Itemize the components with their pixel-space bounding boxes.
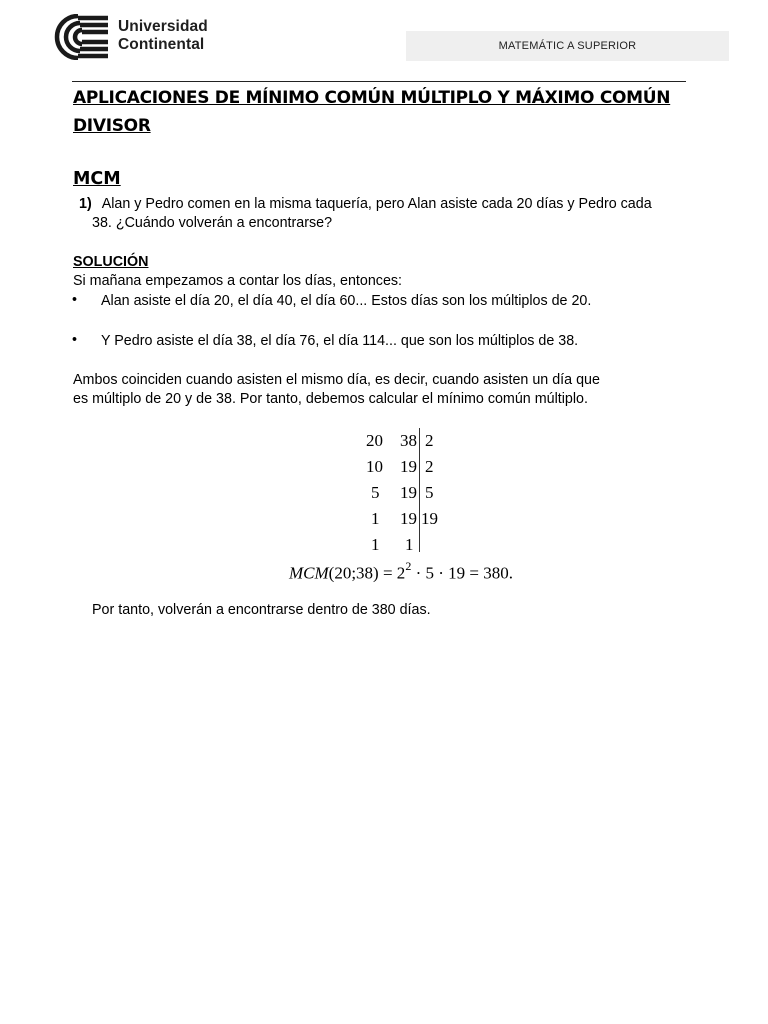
explanation-line-1: Ambos coinciden cuando asisten el mismo día, es decir, cuando asisten un día que bbox=[73, 372, 600, 388]
bullet-marker: • bbox=[72, 292, 78, 308]
division-line bbox=[419, 428, 420, 552]
table-cell: 1 bbox=[371, 509, 380, 528]
table-cell: 19 bbox=[421, 509, 438, 528]
solution-intro: Si mañana empezamos a contar los días, entonces: bbox=[73, 273, 403, 289]
table-cell: 20 bbox=[366, 431, 383, 450]
course-label: MATEMÁTIC A SUPERIOR bbox=[406, 31, 729, 61]
university-name: Universidad Continental bbox=[118, 18, 208, 53]
table-cell: 19 bbox=[400, 509, 417, 528]
table-cell: 5 bbox=[371, 483, 380, 502]
problem-number: 1) bbox=[79, 196, 92, 212]
solution-heading: SOLUCIÓN bbox=[73, 254, 149, 270]
table-cell: 2 bbox=[425, 457, 434, 476]
table-cell: 5 bbox=[425, 483, 434, 502]
problem-statement: 1) Alan y Pedro comen en la misma taquería, pero Alan asiste cada 20 días y Pedro cada bbox=[79, 196, 652, 212]
university-logo-icon bbox=[48, 14, 110, 60]
table-cell: 1 bbox=[405, 535, 414, 554]
header-divider bbox=[72, 81, 686, 82]
table-cell: 1 bbox=[371, 535, 380, 554]
bullet-marker: • bbox=[72, 332, 78, 348]
table-cell: 19 bbox=[400, 457, 417, 476]
table-cell: 10 bbox=[366, 457, 383, 476]
section-heading: MCM bbox=[73, 169, 121, 189]
page-title: APLICACIONES DE MÍNIMO COMÚN MÚLTIPLO Y MÁXIMO COMÚN DIVISOR bbox=[73, 88, 671, 136]
table-cell: 2 bbox=[425, 431, 434, 450]
conclusion: Por tanto, volverán a encontrarse dentro de 380 días. bbox=[92, 602, 431, 618]
bullet-item-alan: Alan asiste el día 20, el día 40, el día 60... Estos días son los múltiplos de 20. bbox=[101, 293, 592, 309]
explanation-line-2: es múltiplo de 20 y de 38. Por tanto, debemos calcular el mínimo común múltiplo. bbox=[73, 391, 588, 407]
bullet-item-pedro: Y Pedro asiste el día 38, el día 76, el día 114... que son los múltiplos de 38. bbox=[101, 333, 579, 349]
problem-line-2: 38. ¿Cuándo volverán a encontrarse? bbox=[92, 215, 333, 231]
table-cell: 19 bbox=[400, 483, 417, 502]
mcm-formula: MCM(20;38) = $2^2 \cdot 5 \cdot 19 = 380$. bbox=[289, 559, 513, 583]
table-cell: 38 bbox=[400, 431, 417, 450]
